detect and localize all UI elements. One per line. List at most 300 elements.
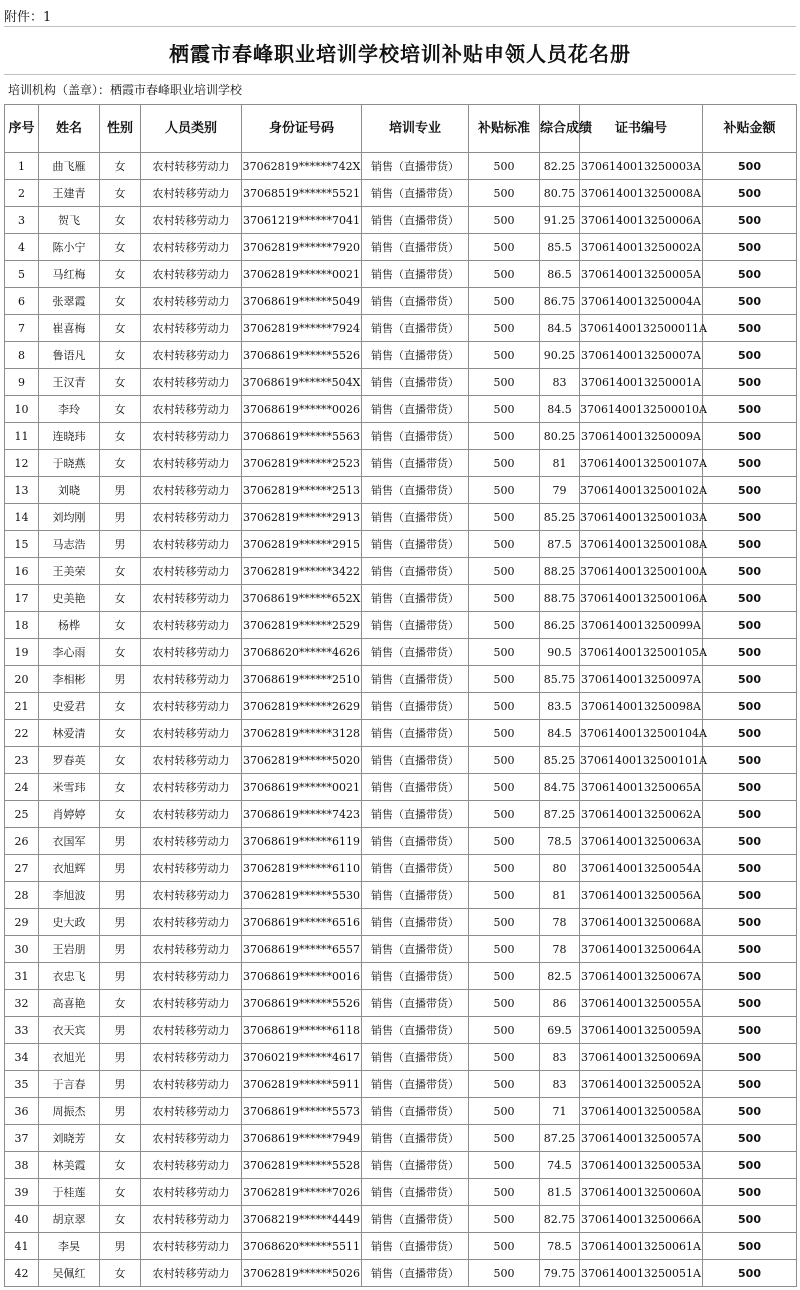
cell-no: 35 [5, 1071, 39, 1098]
cell-name: 衣天宾 [39, 1017, 100, 1044]
cell-category: 农村转移劳动力 [141, 1017, 242, 1044]
cell-score: 78 [540, 909, 580, 936]
cell-standard: 500 [469, 693, 540, 720]
cell-no: 25 [5, 801, 39, 828]
table-row [5, 207, 797, 234]
cell-amount: 500 [703, 909, 797, 936]
cell-id: 37062819******7026 [242, 1179, 362, 1206]
cell-gender: 男 [100, 531, 141, 558]
cell-standard: 500 [469, 720, 540, 747]
cell-standard: 500 [469, 504, 540, 531]
cell-score: 88.25 [540, 558, 580, 585]
cell-score: 86.25 [540, 612, 580, 639]
cell-major: 销售（直播带货） [362, 666, 469, 693]
cell-standard: 500 [469, 936, 540, 963]
cell-amount: 500 [703, 234, 797, 261]
cell-major: 销售（直播带货） [362, 1098, 469, 1125]
table-row [5, 1125, 797, 1152]
training-org-line: 培训机构（盖章）：栖霞市春峰职业培训学校 [8, 83, 243, 97]
cell-category: 农村转移劳动力 [141, 828, 242, 855]
cell-no: 30 [5, 936, 39, 963]
cell-amount: 500 [703, 423, 797, 450]
cell-id: 37062819******5026 [242, 1260, 362, 1287]
cell-cert: 3706140013250006A [580, 207, 703, 234]
cell-name: 连晓玮 [39, 423, 100, 450]
cell-category: 农村转移劳动力 [141, 774, 242, 801]
cell-category: 农村转移劳动力 [141, 1071, 242, 1098]
cell-cert: 3706140013250052A [580, 1071, 703, 1098]
table-row [5, 1044, 797, 1071]
table-row [5, 909, 797, 936]
cell-score: 81 [540, 882, 580, 909]
cell-cert: 3706140013250069A [580, 1044, 703, 1071]
cell-gender: 女 [100, 342, 141, 369]
cell-no: 11 [5, 423, 39, 450]
cell-category: 农村转移劳动力 [141, 801, 242, 828]
cell-category: 农村转移劳动力 [141, 315, 242, 342]
cell-name: 曲飞雁 [39, 153, 100, 180]
cell-category: 农村转移劳动力 [141, 720, 242, 747]
table-row [5, 288, 797, 315]
cell-id: 37060219******4617 [242, 1044, 362, 1071]
table-row [5, 342, 797, 369]
cell-id: 37068619******504X [242, 369, 362, 396]
cell-id: 37068619******5526 [242, 342, 362, 369]
cell-id: 37068619******5049 [242, 288, 362, 315]
cell-gender: 男 [100, 909, 141, 936]
cell-gender: 女 [100, 396, 141, 423]
cell-category: 农村转移劳动力 [141, 936, 242, 963]
cell-id: 37062819******742X [242, 153, 362, 180]
cell-name: 王建青 [39, 180, 100, 207]
column-header-score: 综合成绩 [540, 105, 580, 153]
cell-category: 农村转移劳动力 [141, 666, 242, 693]
cell-no: 32 [5, 990, 39, 1017]
cell-gender: 男 [100, 504, 141, 531]
column-header-standard: 补贴标准 [469, 105, 540, 153]
table-row [5, 477, 797, 504]
cell-score: 82.5 [540, 963, 580, 990]
cell-standard: 500 [469, 990, 540, 1017]
table-row [5, 882, 797, 909]
cell-amount: 500 [703, 1017, 797, 1044]
cell-standard: 500 [469, 558, 540, 585]
cell-id: 37062819******5530 [242, 882, 362, 909]
cell-major: 销售（直播带货） [362, 207, 469, 234]
cell-gender: 男 [100, 1098, 141, 1125]
cell-cert: 3706140013250066A [580, 1206, 703, 1233]
cell-amount: 500 [703, 963, 797, 990]
cell-score: 83 [540, 1044, 580, 1071]
cell-gender: 女 [100, 423, 141, 450]
cell-name: 肖婷婷 [39, 801, 100, 828]
cell-gender: 男 [100, 963, 141, 990]
cell-score: 86.5 [540, 261, 580, 288]
cell-major: 销售（直播带货） [362, 1233, 469, 1260]
cell-score: 88.75 [540, 585, 580, 612]
cell-major: 销售（直播带货） [362, 1260, 469, 1287]
cell-major: 销售（直播带货） [362, 990, 469, 1017]
table-row [5, 180, 797, 207]
cell-amount: 500 [703, 1071, 797, 1098]
cell-cert: 3706140013250064A [580, 936, 703, 963]
cell-no: 1 [5, 153, 39, 180]
cell-cert: 37061400132500100A [580, 558, 703, 585]
cell-id: 37068619******5526 [242, 990, 362, 1017]
cell-cert: 3706140013250005A [580, 261, 703, 288]
cell-standard: 500 [469, 531, 540, 558]
cell-gender: 男 [100, 855, 141, 882]
cell-score: 87.25 [540, 801, 580, 828]
cell-name: 衣国军 [39, 828, 100, 855]
cell-category: 农村转移劳动力 [141, 450, 242, 477]
cell-score: 80 [540, 855, 580, 882]
cell-no: 38 [5, 1152, 39, 1179]
table-row [5, 855, 797, 882]
cell-standard: 500 [469, 1179, 540, 1206]
cell-major: 销售（直播带货） [362, 315, 469, 342]
cell-major: 销售（直播带货） [362, 801, 469, 828]
table-row [5, 585, 797, 612]
cell-id: 37062819******6110 [242, 855, 362, 882]
cell-amount: 500 [703, 882, 797, 909]
table-row [5, 234, 797, 261]
cell-score: 85.5 [540, 234, 580, 261]
cell-gender: 男 [100, 936, 141, 963]
cell-gender: 女 [100, 207, 141, 234]
cell-major: 销售（直播带货） [362, 747, 469, 774]
column-header-name: 姓名 [39, 105, 100, 153]
cell-amount: 500 [703, 666, 797, 693]
cell-standard: 500 [469, 369, 540, 396]
cell-amount: 500 [703, 1044, 797, 1071]
cell-amount: 500 [703, 504, 797, 531]
cell-gender: 女 [100, 369, 141, 396]
cell-gender: 女 [100, 261, 141, 288]
table-row [5, 801, 797, 828]
cell-name: 崔喜梅 [39, 315, 100, 342]
cell-id: 37062819******2523 [242, 450, 362, 477]
column-header-amount: 补贴金额 [703, 105, 797, 153]
table-row [5, 423, 797, 450]
cell-id: 37062819******3128 [242, 720, 362, 747]
cell-id: 37062819******5528 [242, 1152, 362, 1179]
table-row [5, 639, 797, 666]
cell-amount: 500 [703, 369, 797, 396]
cell-category: 农村转移劳动力 [141, 1152, 242, 1179]
cell-cert: 3706140013250001A [580, 369, 703, 396]
cell-id: 37068619******2510 [242, 666, 362, 693]
cell-standard: 500 [469, 855, 540, 882]
cell-cert: 37061400132500101A [580, 747, 703, 774]
cell-standard: 500 [469, 1152, 540, 1179]
cell-score: 80.25 [540, 423, 580, 450]
table-row [5, 936, 797, 963]
cell-cert: 37061400132500106A [580, 585, 703, 612]
cell-name: 贺飞 [39, 207, 100, 234]
cell-name: 马志浩 [39, 531, 100, 558]
table-row [5, 369, 797, 396]
cell-standard: 500 [469, 450, 540, 477]
cell-name: 李心雨 [39, 639, 100, 666]
cell-amount: 500 [703, 585, 797, 612]
cell-name: 胡京翠 [39, 1206, 100, 1233]
cell-id: 37068619******7423 [242, 801, 362, 828]
cell-major: 销售（直播带货） [362, 828, 469, 855]
table-row [5, 261, 797, 288]
cell-no: 24 [5, 774, 39, 801]
cell-id: 37068619******0016 [242, 963, 362, 990]
cell-name: 刘晓 [39, 477, 100, 504]
cell-name: 高喜艳 [39, 990, 100, 1017]
cell-gender: 男 [100, 1017, 141, 1044]
cell-gender: 男 [100, 666, 141, 693]
cell-category: 农村转移劳动力 [141, 153, 242, 180]
cell-cert: 3706140013250065A [580, 774, 703, 801]
cell-major: 销售（直播带货） [362, 504, 469, 531]
cell-gender: 女 [100, 693, 141, 720]
cell-major: 销售（直播带货） [362, 153, 469, 180]
cell-major: 销售（直播带货） [362, 936, 469, 963]
table-row [5, 612, 797, 639]
table-row [5, 153, 797, 180]
cell-cert: 3706140013250002A [580, 234, 703, 261]
cell-category: 农村转移劳动力 [141, 261, 242, 288]
cell-id: 37068619******5573 [242, 1098, 362, 1125]
cell-amount: 500 [703, 612, 797, 639]
cell-id: 37062819******2915 [242, 531, 362, 558]
cell-score: 82.75 [540, 1206, 580, 1233]
cell-score: 84.5 [540, 720, 580, 747]
cell-no: 21 [5, 693, 39, 720]
cell-score: 82.25 [540, 153, 580, 180]
cell-major: 销售（直播带货） [362, 558, 469, 585]
cell-gender: 女 [100, 153, 141, 180]
cell-no: 28 [5, 882, 39, 909]
cell-category: 农村转移劳动力 [141, 477, 242, 504]
cell-id: 37062819******2629 [242, 693, 362, 720]
cell-category: 农村转移劳动力 [141, 369, 242, 396]
cell-no: 39 [5, 1179, 39, 1206]
cell-name: 张翠霞 [39, 288, 100, 315]
table-row [5, 504, 797, 531]
cell-name: 王岩朋 [39, 936, 100, 963]
cell-cert: 3706140013250067A [580, 963, 703, 990]
cell-amount: 500 [703, 288, 797, 315]
cell-standard: 500 [469, 396, 540, 423]
cell-name: 刘均刚 [39, 504, 100, 531]
cell-standard: 500 [469, 612, 540, 639]
cell-standard: 500 [469, 261, 540, 288]
cell-standard: 500 [469, 828, 540, 855]
cell-gender: 女 [100, 558, 141, 585]
cell-id: 37068619******652X [242, 585, 362, 612]
cell-no: 27 [5, 855, 39, 882]
cell-gender: 女 [100, 1179, 141, 1206]
cell-name: 林爱清 [39, 720, 100, 747]
cell-id: 37062819******2513 [242, 477, 362, 504]
cell-id: 37062819******2529 [242, 612, 362, 639]
cell-cert: 3706140013250059A [580, 1017, 703, 1044]
cell-cert: 3706140013250007A [580, 342, 703, 369]
cell-amount: 500 [703, 180, 797, 207]
cell-gender: 女 [100, 315, 141, 342]
cell-id: 37068620******4626 [242, 639, 362, 666]
cell-cert: 3706140013250060A [580, 1179, 703, 1206]
cell-amount: 500 [703, 396, 797, 423]
cell-name: 杨桦 [39, 612, 100, 639]
cell-name: 林美霞 [39, 1152, 100, 1179]
cell-id: 37068619******7949 [242, 1125, 362, 1152]
cell-cert: 3706140013250097A [580, 666, 703, 693]
table-row [5, 774, 797, 801]
cell-id: 37062819******7920 [242, 234, 362, 261]
cell-gender: 女 [100, 990, 141, 1017]
cell-amount: 500 [703, 990, 797, 1017]
cell-cert: 37061400132500105A [580, 639, 703, 666]
cell-name: 周振杰 [39, 1098, 100, 1125]
cell-no: 15 [5, 531, 39, 558]
cell-id: 37068619******6119 [242, 828, 362, 855]
cell-no: 13 [5, 477, 39, 504]
cell-gender: 女 [100, 1260, 141, 1287]
cell-no: 4 [5, 234, 39, 261]
cell-standard: 500 [469, 342, 540, 369]
cell-id: 37068219******4449 [242, 1206, 362, 1233]
cell-gender: 女 [100, 234, 141, 261]
cell-amount: 500 [703, 207, 797, 234]
cell-cert: 37061400132500010A [580, 396, 703, 423]
cell-name: 衣旭光 [39, 1044, 100, 1071]
cell-name: 衣旭辉 [39, 855, 100, 882]
cell-score: 90.5 [540, 639, 580, 666]
cell-no: 26 [5, 828, 39, 855]
cell-gender: 女 [100, 180, 141, 207]
column-header-category: 人员类别 [141, 105, 242, 153]
table-row [5, 396, 797, 423]
cell-amount: 500 [703, 1260, 797, 1287]
cell-score: 86 [540, 990, 580, 1017]
cell-amount: 500 [703, 1152, 797, 1179]
cell-gender: 男 [100, 477, 141, 504]
cell-amount: 500 [703, 1233, 797, 1260]
table-row [5, 963, 797, 990]
cell-name: 史大政 [39, 909, 100, 936]
cell-standard: 500 [469, 639, 540, 666]
column-header-no: 序号 [5, 105, 39, 153]
cell-gender: 女 [100, 801, 141, 828]
cell-no: 9 [5, 369, 39, 396]
cell-cert: 3706140013250061A [580, 1233, 703, 1260]
cell-name: 史爱君 [39, 693, 100, 720]
cell-amount: 500 [703, 1125, 797, 1152]
cell-no: 22 [5, 720, 39, 747]
cell-id: 37068620******5511 [242, 1233, 362, 1260]
cell-major: 销售（直播带货） [362, 261, 469, 288]
cell-gender: 女 [100, 720, 141, 747]
cell-category: 农村转移劳动力 [141, 1179, 242, 1206]
cell-major: 销售（直播带货） [362, 342, 469, 369]
table-row [5, 747, 797, 774]
table-header-row [5, 105, 797, 153]
cell-name: 李玲 [39, 396, 100, 423]
cell-cert: 3706140013250009A [580, 423, 703, 450]
cell-no: 12 [5, 450, 39, 477]
cell-amount: 500 [703, 153, 797, 180]
cell-score: 80.75 [540, 180, 580, 207]
cell-score: 84.5 [540, 315, 580, 342]
cell-name: 罗春英 [39, 747, 100, 774]
cell-category: 农村转移劳动力 [141, 882, 242, 909]
cell-standard: 500 [469, 801, 540, 828]
cell-gender: 女 [100, 747, 141, 774]
cell-category: 农村转移劳动力 [141, 963, 242, 990]
cell-major: 销售（直播带货） [362, 963, 469, 990]
cell-cert: 3706140013250054A [580, 855, 703, 882]
cell-score: 81.5 [540, 1179, 580, 1206]
cell-standard: 500 [469, 1125, 540, 1152]
cell-standard: 500 [469, 1071, 540, 1098]
table-row [5, 531, 797, 558]
cell-name: 米雪玮 [39, 774, 100, 801]
cell-category: 农村转移劳动力 [141, 612, 242, 639]
column-header-major: 培训专业 [362, 105, 469, 153]
cell-standard: 500 [469, 909, 540, 936]
table-row [5, 828, 797, 855]
cell-amount: 500 [703, 747, 797, 774]
cell-id: 37062819******5020 [242, 747, 362, 774]
cell-name: 马红梅 [39, 261, 100, 288]
cell-score: 71 [540, 1098, 580, 1125]
cell-gender: 女 [100, 774, 141, 801]
cell-amount: 500 [703, 261, 797, 288]
cell-no: 14 [5, 504, 39, 531]
cell-name: 李旭波 [39, 882, 100, 909]
cell-no: 7 [5, 315, 39, 342]
cell-standard: 500 [469, 747, 540, 774]
cell-category: 农村转移劳动力 [141, 531, 242, 558]
cell-name: 王汉青 [39, 369, 100, 396]
cell-no: 3 [5, 207, 39, 234]
cell-amount: 500 [703, 531, 797, 558]
cell-standard: 500 [469, 774, 540, 801]
cell-category: 农村转移劳动力 [141, 855, 242, 882]
cell-score: 78.5 [540, 828, 580, 855]
cell-no: 23 [5, 747, 39, 774]
cell-amount: 500 [703, 639, 797, 666]
cell-category: 农村转移劳动力 [141, 504, 242, 531]
cell-major: 销售（直播带货） [362, 1071, 469, 1098]
cell-cert: 37061400132500102A [580, 477, 703, 504]
table-row [5, 1152, 797, 1179]
cell-no: 29 [5, 909, 39, 936]
cell-no: 42 [5, 1260, 39, 1287]
cell-name: 衣忠飞 [39, 963, 100, 990]
cell-standard: 500 [469, 234, 540, 261]
cell-id: 37062819******7924 [242, 315, 362, 342]
cell-id: 37068519******5521 [242, 180, 362, 207]
cell-major: 销售（直播带货） [362, 396, 469, 423]
cell-score: 91.25 [540, 207, 580, 234]
roster-body [5, 153, 797, 1287]
cell-score: 69.5 [540, 1017, 580, 1044]
cell-cert: 37061400132500108A [580, 531, 703, 558]
cell-major: 销售（直播带货） [362, 693, 469, 720]
cell-major: 销售（直播带货） [362, 234, 469, 261]
cell-amount: 500 [703, 342, 797, 369]
cell-score: 78 [540, 936, 580, 963]
table-row [5, 666, 797, 693]
